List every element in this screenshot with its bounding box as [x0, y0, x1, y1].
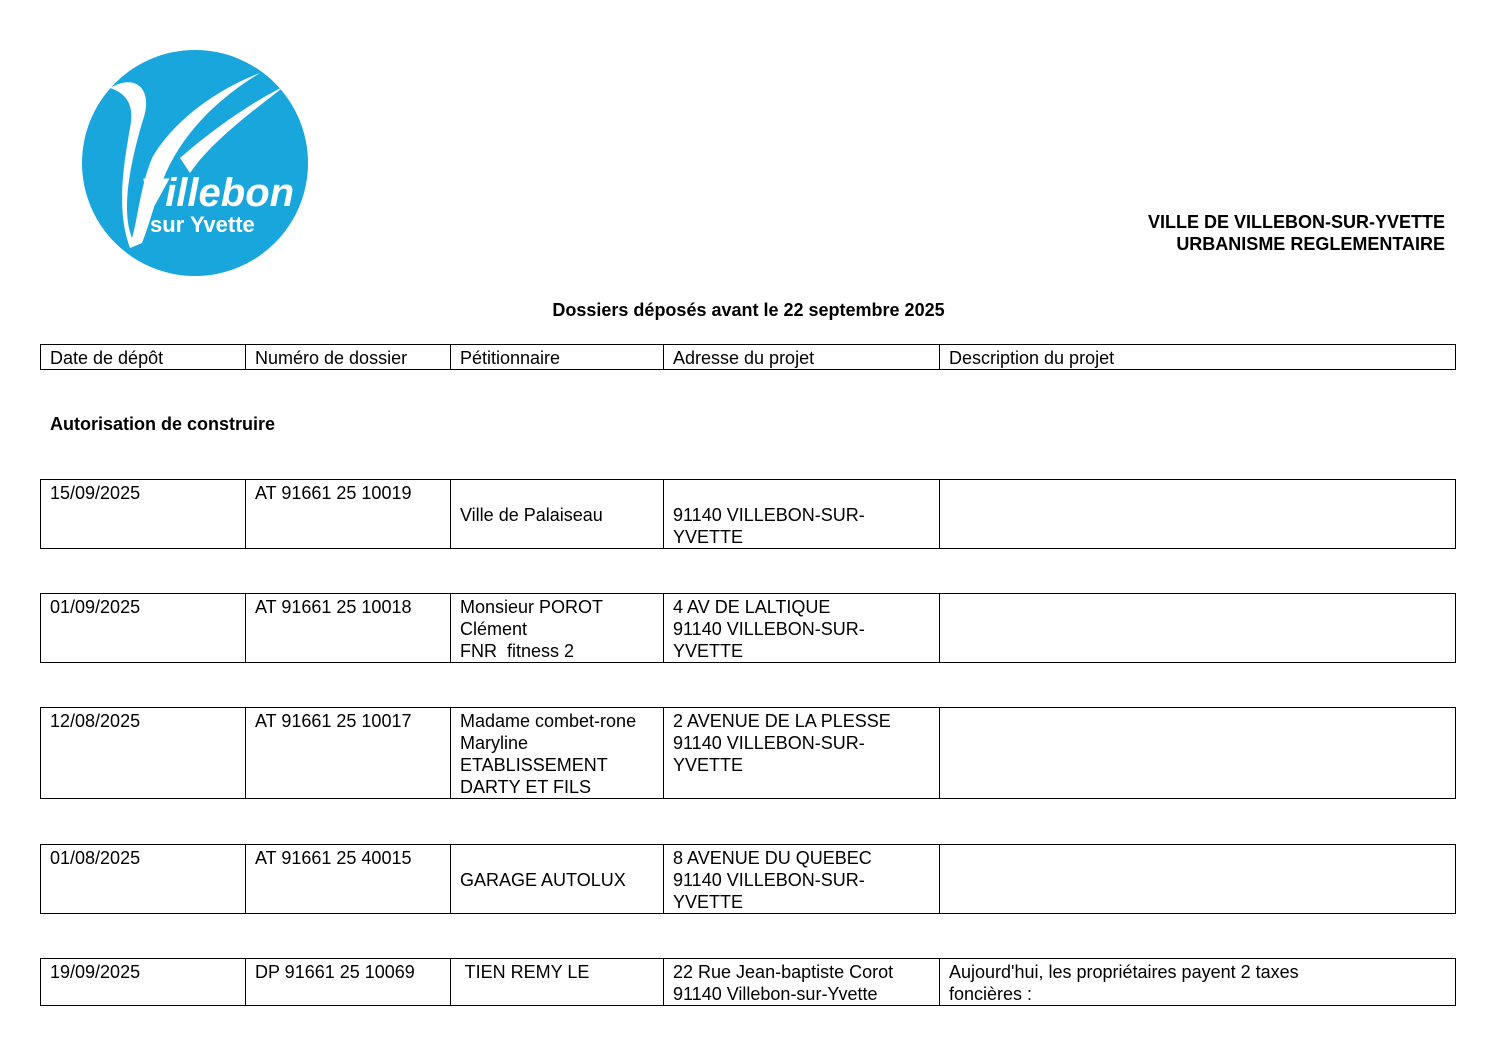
- description-cell: [940, 959, 1456, 1006]
- numero-cell: [246, 959, 451, 1006]
- description-cell: [940, 594, 1456, 663]
- cell-line: [673, 482, 931, 504]
- dossier-row: [41, 959, 1456, 1006]
- cell-line: 91140 Villebon-sur-Yvette: [673, 984, 878, 1004]
- cell-line: ETABLISSEMENT: [460, 755, 608, 775]
- cell-line: AT 91661 25 10017: [255, 711, 412, 731]
- cell-line: 91140 VILLEBON-SUR-: [673, 505, 865, 525]
- cell-line: 15/09/2025: [50, 483, 141, 503]
- cell-line: YVETTE: [673, 641, 744, 661]
- cell-line: Ville de Palaiseau: [460, 505, 603, 525]
- cell-line: 91140 VILLEBON-SUR-: [673, 733, 865, 753]
- column-header-table: [40, 344, 1456, 370]
- header-city: VILLE DE VILLEBON-SUR-YVETTE: [1147, 212, 1445, 232]
- cell-line: foncières :: [949, 984, 1033, 1004]
- cell-line: Maryline: [460, 733, 529, 753]
- petitionnaire-cell: [451, 845, 664, 914]
- column-header: Pétitionnaire: [451, 345, 664, 370]
- petitionnaire-cell: [451, 480, 664, 549]
- cell-line: AT 91661 25 10018: [255, 597, 412, 617]
- petitionnaire-cell: [451, 959, 664, 1006]
- cell-line: Monsieur POROT: [460, 597, 604, 617]
- cell-line: 19/09/2025: [50, 962, 141, 982]
- cell-line: 01/08/2025: [50, 848, 141, 868]
- column-header: Adresse du projet: [664, 345, 940, 370]
- column-header: Description du projet: [940, 345, 1456, 370]
- date-cell: [41, 845, 246, 914]
- date-cell: [41, 480, 246, 549]
- dossier-table: [40, 593, 1456, 663]
- dossier-row: [41, 708, 1456, 799]
- dossier-table: [40, 707, 1456, 799]
- cell-line: DP 91661 25 10069: [255, 962, 415, 982]
- date-cell: [41, 959, 246, 1006]
- description-cell: [940, 708, 1456, 799]
- dossier-row: [41, 594, 1456, 663]
- cell-line: 8 AVENUE DU QUEBEC: [673, 848, 872, 868]
- cell-line: 4 AV DE LALTIQUE: [673, 597, 831, 617]
- numero-cell: [246, 708, 451, 799]
- dossier-table: [40, 844, 1456, 914]
- cell-line: YVETTE: [673, 755, 744, 775]
- description-cell: [940, 480, 1456, 549]
- logo-text-villebon: Villebon: [140, 171, 295, 215]
- adresse-cell: [664, 480, 940, 549]
- dossier-row: [41, 845, 1456, 914]
- cell-line: FNR fitness 2: [460, 641, 575, 661]
- header-department: URBANISME REGLEMENTAIRE: [1176, 234, 1445, 254]
- cell-line: Aujourd'hui, les propriétaires payent 2 taxes: [949, 962, 1299, 982]
- column-header: Numéro de dossier: [246, 345, 451, 370]
- cell-line: AT 91661 25 10019: [255, 483, 412, 503]
- villebon-logo: [80, 48, 310, 278]
- cell-line: 2 AVENUE DE LA PLESSE: [673, 711, 891, 731]
- cell-line: AT 91661 25 40015: [255, 848, 412, 868]
- adresse-cell: [664, 959, 940, 1006]
- petitionnaire-cell: [451, 594, 664, 663]
- page-header: [1148, 211, 1445, 255]
- cell-line: Madame combet-rone: [460, 711, 637, 731]
- cell-line: 12/08/2025: [50, 711, 141, 731]
- column-header: Date de dépôt: [41, 345, 246, 370]
- column-header-row: [41, 345, 1456, 370]
- numero-cell: [246, 480, 451, 549]
- date-cell: [41, 594, 246, 663]
- adresse-cell: [664, 845, 940, 914]
- petitionnaire-cell: [451, 708, 664, 799]
- cell-line: 91140 VILLEBON-SUR-: [673, 619, 865, 639]
- cell-line: Clément: [460, 619, 528, 639]
- dossier-table: [40, 479, 1456, 549]
- document-title: Dossiers déposés avant le 22 septembre 2025: [552, 300, 945, 320]
- date-cell: [41, 708, 246, 799]
- dossier-table: [40, 958, 1456, 1006]
- description-cell: [940, 845, 1456, 914]
- numero-cell: [246, 845, 451, 914]
- cell-line: DARTY ET FILS: [460, 777, 592, 797]
- section-title: Autorisation de construire: [50, 414, 276, 434]
- dossier-row: [41, 480, 1456, 549]
- adresse-cell: [664, 594, 940, 663]
- cell-line: 01/09/2025: [50, 597, 141, 617]
- cell-line: [460, 847, 655, 869]
- cell-line: 22 Rue Jean-baptiste Corot: [673, 962, 894, 982]
- cell-line: YVETTE: [673, 892, 744, 912]
- cell-line: YVETTE: [673, 527, 744, 547]
- cell-line: GARAGE AUTOLUX: [460, 870, 626, 890]
- cell-line: TIEN REMY LE: [460, 962, 590, 982]
- logo-text-sur-yvette: sur Yvette: [150, 212, 255, 237]
- cell-line: 91140 VILLEBON-SUR-: [673, 870, 865, 890]
- numero-cell: [246, 594, 451, 663]
- cell-line: [460, 482, 655, 504]
- adresse-cell: [664, 708, 940, 799]
